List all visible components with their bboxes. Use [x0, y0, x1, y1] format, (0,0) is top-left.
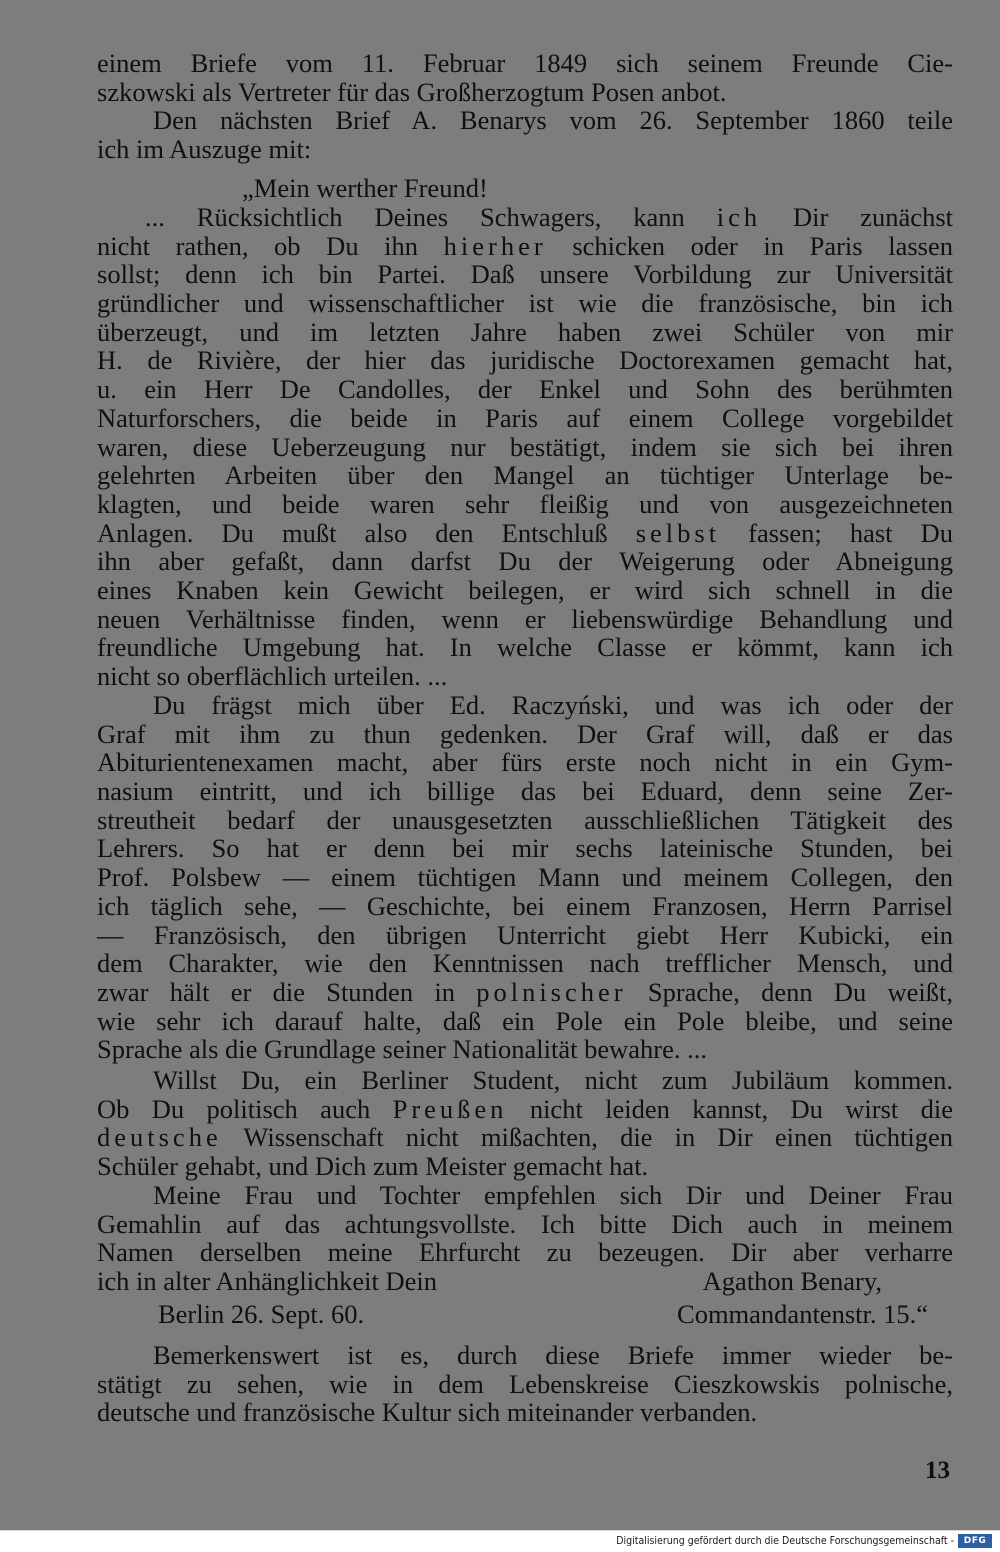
letter-paragraph-3 [97, 1066, 953, 1181]
place-date: Berlin 26. Sept. 60. [158, 1299, 365, 1329]
letter-paragraph-1 [97, 203, 953, 691]
letter-paragraph-4 [97, 1181, 953, 1296]
text-line: Sprache als die Grundlage seiner Nationalität bewahre. ... [97, 1034, 708, 1065]
text-line: ich im Auszuge mit: [97, 134, 312, 165]
text-line: eines Knaben kein Gewicht beilegen, er wird sich schnell in die [97, 574, 953, 605]
text-line: Bemerkenswert ist es, durch diese Briefe immer wieder be- [153, 1340, 953, 1370]
page-number: 13 [925, 1457, 950, 1484]
text-line: deutsche Wissenschaft nicht mißachten, die in Dir einen tüchtigen [97, 1122, 953, 1153]
text-line: sollst; denn ich bin Partei. Daß unsere Vorbildung zur Universität [97, 259, 953, 290]
text-line: ihn aber gefaßt, dann darfst Du der Weigerung oder Abneigung [97, 546, 953, 577]
text-line: deutsche und französische Kultur sich miteinander verbanden. [97, 1397, 758, 1428]
text-line: neuen Verhältnisse finden, wenn er liebenswürdige Behandlung und [97, 603, 953, 634]
text-line: nicht rathen, ob Du ihn hierher schicken oder in Paris lassen [97, 230, 953, 261]
text-line: Graf mit ihm zu thun gedenken. Der Graf will, daß er das [97, 718, 953, 749]
text-line: Prof. Polsbew — einem tüchtigen Mann und meinem Collegen, den [97, 862, 953, 893]
text-line: nasium eintritt, und ich billige das bei Eduard, denn seine Zer- [97, 776, 953, 807]
closing-phrase: ich in alter Anhänglichkeit Dein [97, 1266, 437, 1297]
text-line: Naturforschers, die beide in Paris auf einem College vorgebildet [97, 402, 953, 433]
emphasis: ich [716, 202, 762, 232]
text-line: — Französisch, den übrigen Unterricht giebt Herr Kubicki, ein [97, 919, 953, 950]
sender-address: Commandantenstr. 15.“ [677, 1299, 928, 1329]
text-line: Lehrers. So hat er denn bei mir sechs lateinische Stunden, bei [97, 833, 953, 864]
text-line: H. de Rivière, der hier das juridische Doctorexamen gemacht hat, [97, 345, 953, 376]
text-line: Anlagen. Du mußt also den Entschluß selbst fassen; hast Du [97, 517, 953, 548]
emphasis: hierher [443, 230, 547, 261]
signatory-name: Agathon Benary, [702, 1266, 882, 1297]
text-line: nicht so oberflächlich urteilen. ... [97, 661, 448, 691]
text-line: zwar hält er die Stunden in polnischer Sprache, denn Du weißt, [97, 976, 953, 1007]
text-line: ich täglich sehe, — Geschichte, bei einem Franzosen, Herrn Parrisel [97, 890, 953, 921]
text-line: Schüler gehabt, und Dich zum Meister gemacht hat. [97, 1151, 649, 1182]
text-line: streutheit bedarf der unausgesetzten ausschließlichen Tätigkeit des [97, 804, 953, 835]
emphasis: polnischer [476, 976, 627, 1007]
letter-salutation [97, 174, 953, 203]
emphasis: deutsche [97, 1122, 222, 1153]
text-line: überzeugt, und im letzten Jahre haben zwei Schüler von mir [97, 316, 953, 347]
text-line: Du frägst mich über Ed. Raczyński, und was ich oder der [153, 690, 953, 720]
text-line: einem Briefe vom 11. Februar 1849 sich seinem Freunde Cie- [97, 48, 953, 78]
closing-paragraph [97, 1341, 953, 1427]
text-line: freundliche Umgebung hat. In welche Classe er kömmt, kann ich [97, 632, 953, 663]
text-line: gründlicher und wissenschaftlicher ist wie die französische, bin ich [97, 288, 953, 319]
text-line: gelehrten Arbeiten über den Mangel an tüchtiger Unterlage be- [97, 460, 953, 491]
text-line: szkowski als Vertreter für das Großherzogtum Posen anbot. [97, 76, 727, 107]
text-line: stätigt zu sehen, wie in dem Lebenskreise Cieszkowskis polnische, [97, 1368, 953, 1399]
text-line: ... Rücksichtlich Deines Schwagers, kann ich Dir zunächst [145, 202, 953, 232]
footer-credit: Digitalisierung gefördert durch die Deutsche Forschungsgemeinschaft - [616, 1535, 954, 1547]
text-line: klagten, und beide waren sehr fleißig und von ausgezeichneten [97, 488, 953, 519]
digitization-footer [0, 1530, 1000, 1552]
emphasis: Preußen [392, 1093, 508, 1124]
emphasis: selbst [635, 517, 721, 548]
text-line: Ob Du politisch auch Preußen nicht leiden kannst, Du wirst die [97, 1093, 954, 1124]
text-line: Namen derselben meine Ehrfurcht zu bezeugen. Dir aber verharre [97, 1237, 953, 1268]
text-line: Meine Frau und Tochter empfehlen sich Dir und Deiner Frau [153, 1180, 953, 1210]
text-line: Den nächsten Brief A. Benarys vom 26. September 1860 teile [153, 105, 953, 136]
dfg-logo-icon: DFG [958, 1534, 992, 1548]
text-line: Willst Du, ein Berliner Student, nicht zum Jubiläum kommen. [153, 1065, 953, 1095]
text-line: Abiturientenexamen macht, aber fürs erste noch nicht in ein Gym- [97, 747, 953, 778]
text-line: wie sehr ich darauf halte, daß ein Pole ein Pole bleibe, und seine [97, 1005, 953, 1036]
text-line: u. ein Herr De Candolles, der Enkel und Sohn des berühmten [97, 374, 953, 405]
salutation: „Mein werther Freund! [242, 173, 488, 203]
letter-intro [97, 49, 953, 164]
text-line: waren, diese Ueberzeugung nur bestätigt, indem sie sich bei ihren [97, 431, 953, 462]
text-line: Gemahlin auf das achtungsvollste. Ich bitte Dich auch in meinem [97, 1208, 953, 1239]
text-line: dem Charakter, wie den Kenntnissen nach trefflicher Mensch, und [97, 948, 953, 979]
text-line [97, 1267, 882, 1296]
letter-paragraph-2 [97, 691, 953, 1064]
letter-signature-line [158, 1299, 928, 1329]
